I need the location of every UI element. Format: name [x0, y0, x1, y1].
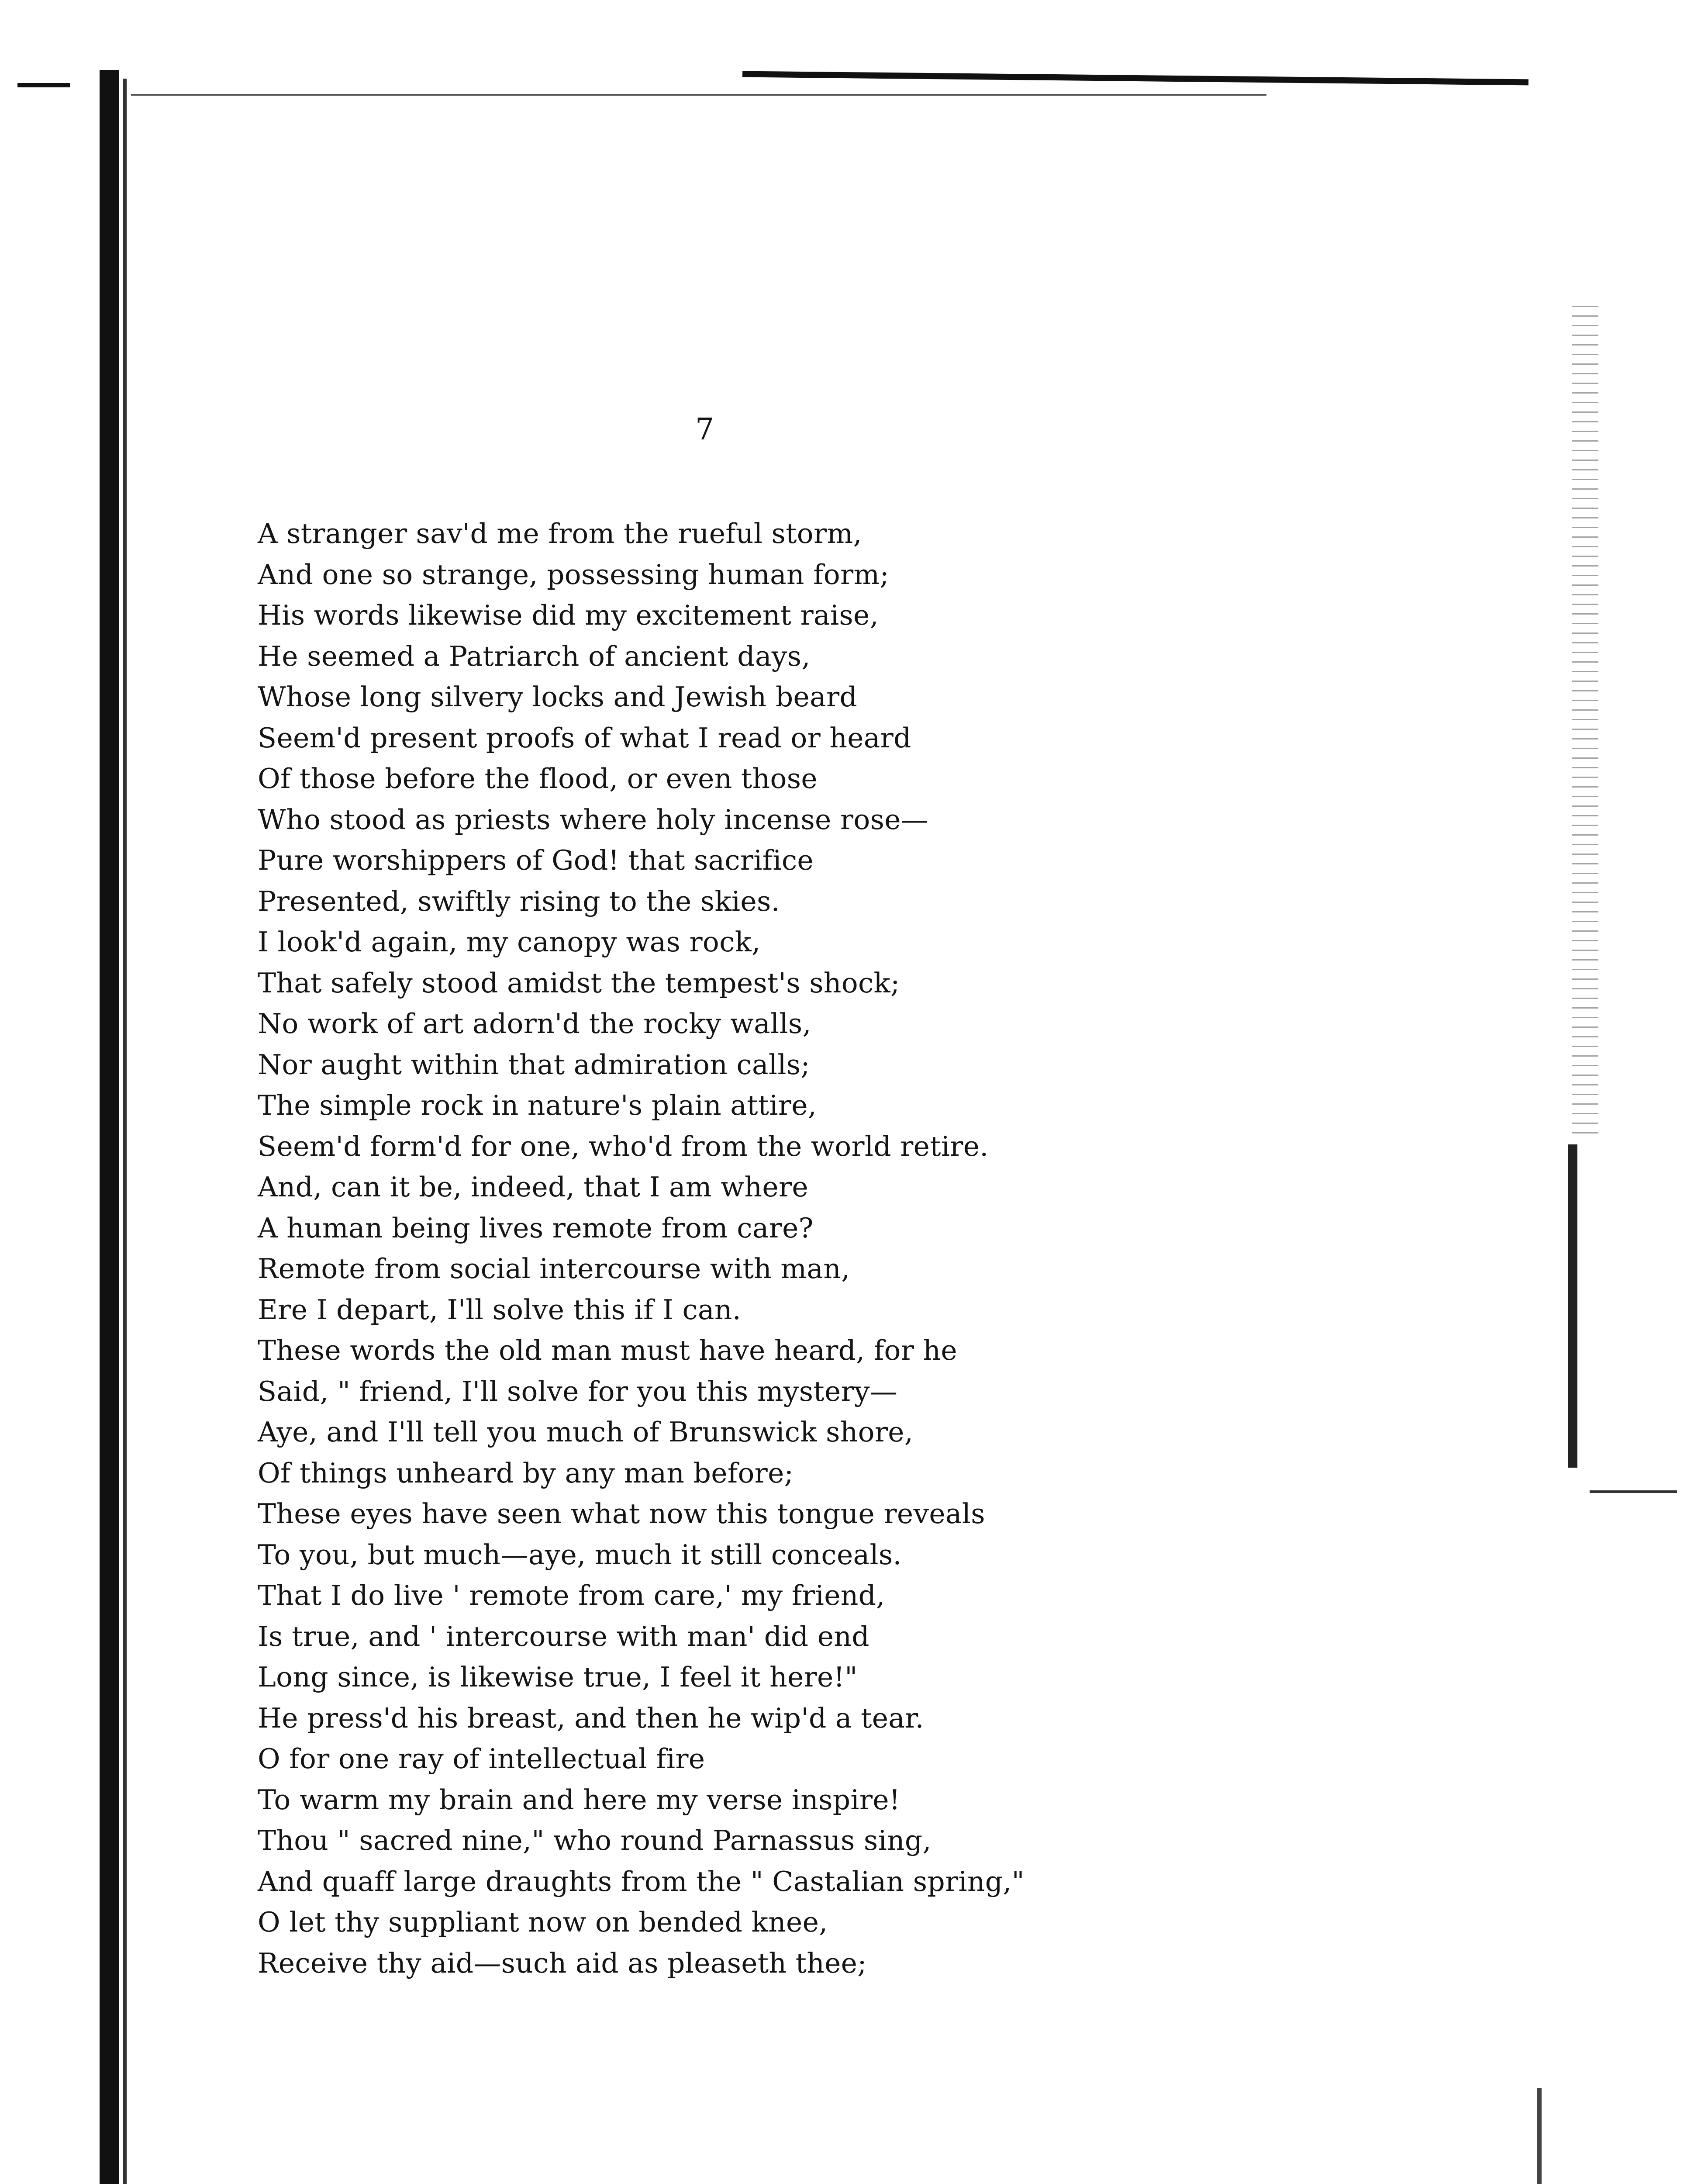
poem-line: Pure worshippers of God! that sacrifice [258, 844, 814, 876]
poem-line: The simple rock in nature's plain attire, [258, 1089, 817, 1121]
poem-line: Ere I depart, I'll solve this if I can. [258, 1293, 742, 1326]
poem-line: Is true, and ' intercourse with man' did end [258, 1620, 869, 1652]
poem-line: Who stood as priests where holy incense rose— [258, 803, 929, 836]
poem-line: Presented, swiftly rising to the skies. [258, 885, 780, 917]
right-edge-speckle [1572, 306, 1598, 1136]
poem-line: That I do live ' remote from care,' my friend, [258, 1579, 885, 1611]
top-scan-line [131, 94, 1266, 96]
poem-line: Seem'd form'd for one, who'd from the world retire. [258, 1130, 989, 1162]
poem-line: These words the old man must have heard, for he [258, 1334, 957, 1366]
poem-line: Aye, and I'll tell you much of Brunswick shore, [258, 1416, 914, 1448]
poem-line: Thou " sacred nine," who round Parnassus sing, [258, 1825, 932, 1856]
poem-line: That safely stood amidst the tempest's shock; [258, 967, 900, 999]
poem-line: Seem'd present proofs of what I read or heard [258, 722, 911, 754]
poem-line: He seemed a Patriarch of ancient days, [258, 640, 811, 672]
poem-text [258, 513, 1524, 1984]
poem-line: And, can it be, indeed, that I am where [258, 1171, 808, 1203]
poem-line: To you, but much—aye, much it still conceals. [258, 1538, 902, 1571]
poem-line: Receive thy aid—such aid as pleaseth thee; [258, 1947, 867, 1979]
poem-line: A stranger sav'd me from the rueful storm, [258, 518, 862, 549]
right-lower-edge [1537, 2088, 1542, 2184]
right-margin-rule [1590, 1490, 1677, 1493]
poem-line: And quaff large draughts from the " Castalian spring," [258, 1865, 1025, 1897]
right-page-edge [1568, 1144, 1577, 1468]
poem-line: To warm my brain and here my verse inspire! [258, 1783, 900, 1816]
poem-line: A human being lives remote from care? [258, 1212, 814, 1244]
poem-line: He press'd his breast, and then he wip'd a tear. [258, 1702, 924, 1734]
poem-line: Of those before the flood, or even those [258, 763, 818, 795]
poem-line: O let thy suppliant now on bended knee, [258, 1906, 828, 1938]
page-number: 7 [695, 412, 714, 447]
binding-shadow [100, 70, 119, 2184]
poem-line: Long since, is likewise true, I feel it here!" [258, 1661, 858, 1693]
poem-line: Nor aught within that admiration calls; [258, 1048, 810, 1081]
poem-line: Said, " friend, I'll solve for you this mystery— [258, 1375, 898, 1407]
poem-line: Of things unheard by any man before; [258, 1457, 794, 1489]
poem-line: These eyes have seen what now this tongue reveals [258, 1498, 985, 1530]
poem-line: Remote from social intercourse with man, [258, 1253, 850, 1285]
poem-line: I look'd again, my canopy was rock, [258, 926, 761, 958]
poem-line: Whose long silvery locks and Jewish beard [258, 681, 857, 713]
poem-line: No work of art adorn'd the rocky walls, [258, 1008, 811, 1040]
scan-mark [17, 83, 70, 87]
poem-line: O for one ray of intellectual fire [258, 1743, 705, 1775]
top-page-edge [742, 71, 1528, 86]
poem-line: His words likewise did my excitement raise, [258, 599, 879, 631]
poem-line: And one so strange, possessing human form; [258, 558, 890, 591]
binding-edge [123, 79, 127, 2184]
